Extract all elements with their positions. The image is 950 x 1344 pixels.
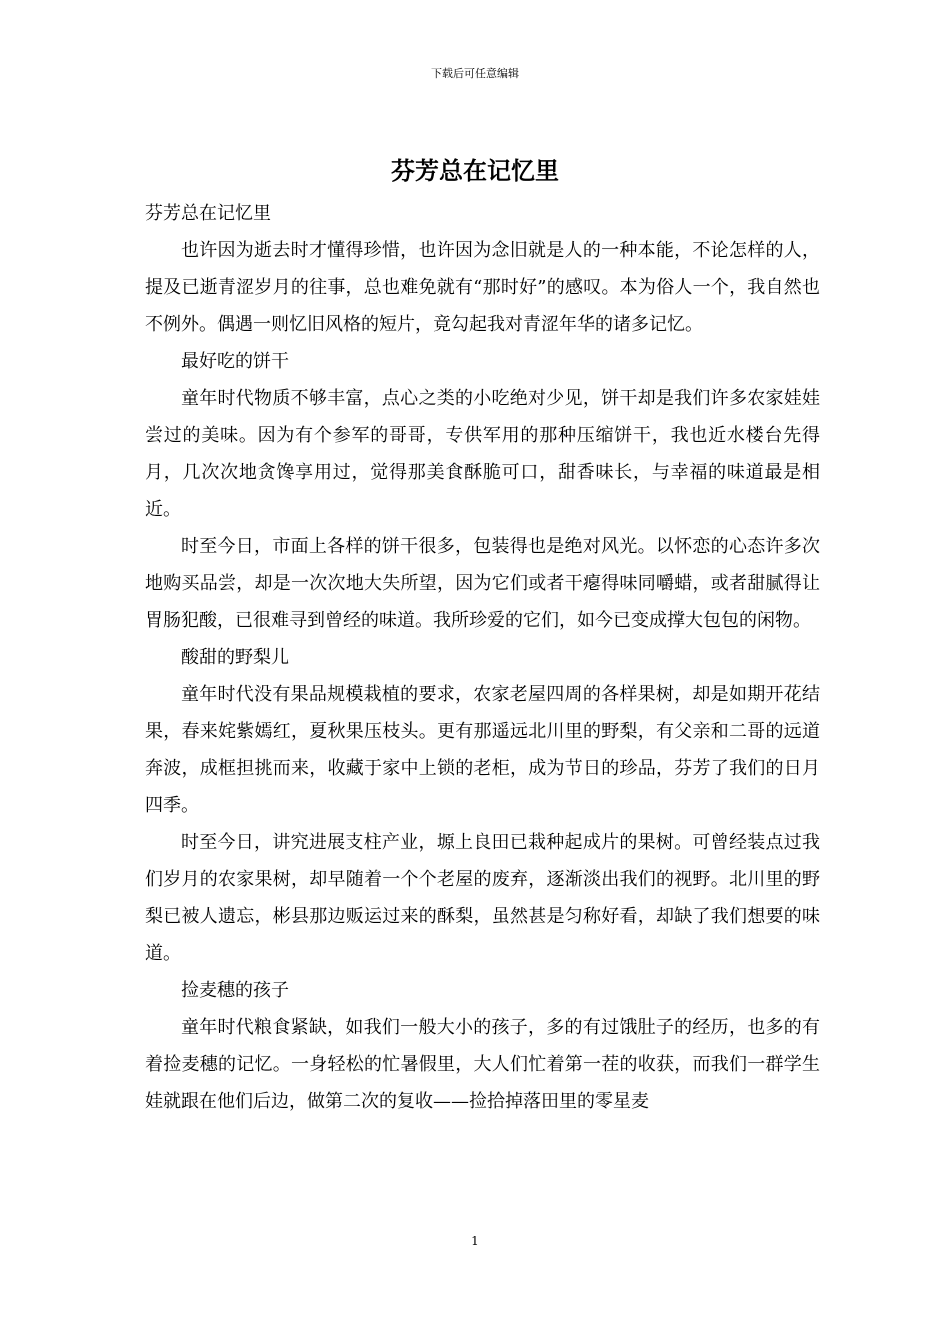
section-heading: 最好吃的饼干 xyxy=(181,351,289,372)
body-paragraph: 芬芳总在记忆里 xyxy=(145,203,271,224)
header-note: 下载后可任意编辑 xyxy=(431,67,519,80)
section-heading: 酸甜的野梨儿 xyxy=(181,647,289,668)
body-paragraph: 也许因为逝去时才懂得珍惜，也许因为念旧就是人的一种本能，不论怎样的人，提及已逝青涩岁月的往事，总也难免就有“那时好”的感叹。本为俗人一个，我自然也不例外。偶遇一则忆旧风格的短片，竟勾起我对青涩年华的诸多记忆。 xyxy=(145,240,820,335)
body-paragraph: 时至今日，讲究进展支柱产业，塬上良田已栽种起成片的果树。可曾经装点过我们岁月的农家果树，却早随着一个个老屋的废弃，逐渐淡出我们的视野。北川里的野梨已被人遗忘，彬县那边贩运过来的酥梨，虽然甚是匀称好看，却缺了我们想要的味道。 xyxy=(145,832,820,964)
section-heading: 捡麦穗的孩子 xyxy=(181,980,289,1001)
document-body xyxy=(145,195,820,1120)
body-paragraph: 童年时代物质不够丰富，点心之类的小吃绝对少见，饼干却是我们许多农家娃娃尝过的美味。因为有个参军的哥哥，专供军用的那种压缩饼干，我也近水楼台先得月，几次次地贪馋享用过，觉得那美食酥脆可口，甜香味长，与幸福的味道最是相近。 xyxy=(145,388,820,520)
page-number: 1 xyxy=(471,1234,479,1248)
body-paragraph: 童年时代粮食紧缺，如我们一般大小的孩子，多的有过饿肚子的经历，也多的有着捡麦穗的记忆。一身轻松的忙暑假里，大人们忙着第一茬的收获，而我们一群学生娃就跟在他们后边，做第二次的复收——捡拾掉落田里的零星麦 xyxy=(145,1017,820,1112)
document-title: 芬芳总在记忆里 xyxy=(391,156,559,185)
body-paragraph: 童年时代没有果品规模栽植的要求，农家老屋四周的各样果树，却是如期开花结果，春来姹紫嫣红，夏秋果压枝头。更有那遥远北川里的野梨，有父亲和二哥的远道奔波，成框担挑而来，收藏于家中上锁的老柜，成为节日的珍品，芬芳了我们的日月四季。 xyxy=(145,684,820,816)
body-paragraph: 时至今日，市面上各样的饼干很多，包装得也是绝对风光。以怀恋的心态许多次地购买品尝，却是一次次地大失所望，因为它们或者干瘪得味同嚼蜡，或者甜腻得让胃肠犯酸，已很难寻到曾经的味道。我所珍爱的它们，如今已变成撑大包包的闲物。 xyxy=(145,536,820,631)
